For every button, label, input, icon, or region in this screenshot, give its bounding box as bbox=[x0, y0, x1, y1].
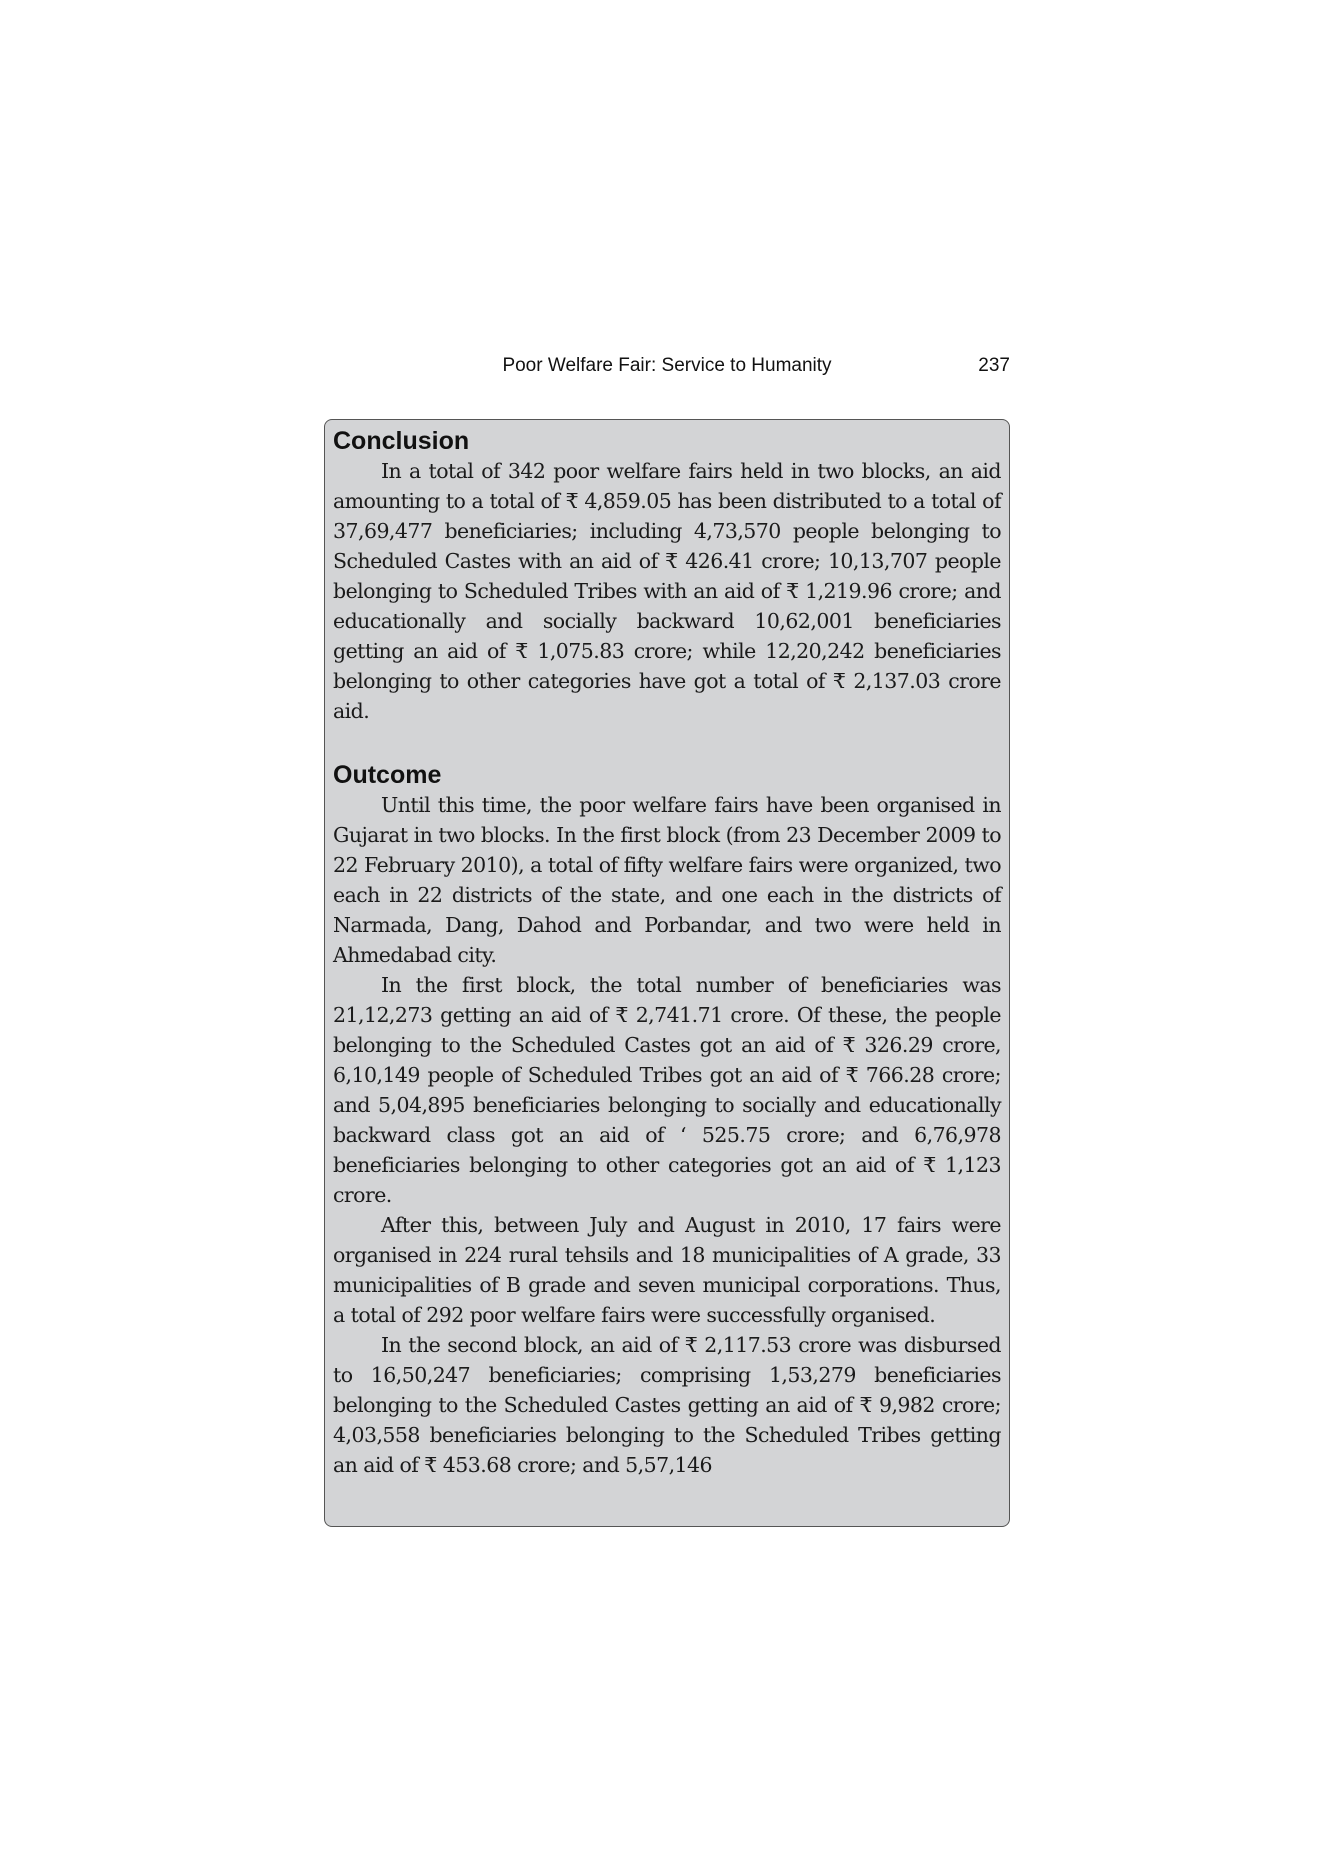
outcome-paragraph-3: After this, between July and August in 2010, 17 fairs were organised in 224 rural tehsils and 18 municipalities of A grade, 33 municipalities of B grade and seven municipal corporations. Thus, a total of 292 poor welfare fairs were successfully organised. bbox=[333, 1213, 1001, 1327]
running-title: Poor Welfare Fair: Service to Humanity bbox=[502, 355, 832, 376]
page-number: 237 bbox=[978, 355, 1010, 376]
outcome-heading: Outcome bbox=[333, 761, 442, 789]
running-header bbox=[324, 355, 1010, 381]
outcome-paragraph-4: In the second block, an aid of ₹ 2,117.53 crore was disbursed to 16,50,247 beneficiaries; comprising 1,53,279 beneficiaries belonging to the Scheduled Castes getting an aid of ₹ 9,982 crore; 4,03,558 beneficiaries belonging to the Scheduled Tribes getting an aid of ₹ 453.68 crore; and 5,57,146 bbox=[333, 1333, 1001, 1477]
outcome-paragraph-2: In the first block, the total number of beneficiaries was 21,12,273 getting an aid of ₹ 2,741.71 crore. Of these, the people belonging to the Scheduled Castes got an aid of ₹ 326.29 crore, 6,10,149 people of Scheduled Tribes got an aid of ₹ 766.28 crore; and 5,04,895 beneficiaries belonging to socially and educationally backward class got an aid of ‘ 525.75 crore; and 6,76,978 beneficiaries belonging to other categories got an aid of ₹ 1,123 crore. bbox=[333, 973, 1001, 1207]
conclusion-heading: Conclusion bbox=[333, 427, 470, 455]
conclusion-paragraph: In a total of 342 poor welfare fairs held in two blocks, an aid amounting to a total of ₹ 4,859.05 has been distributed to a total of 37,69,477 beneficiaries; including 4,73,570 people belonging to Scheduled Castes with an aid of ₹ 426.41 crore; 10,13,707 people belonging to Scheduled Tribes with an aid of ₹ 1,219.96 crore; and educationally and socially backward 10,62,001 beneficiaries getting an aid of ₹ 1,075.83 crore; while 12,20,242 beneficiaries belonging to other categories have got a total of ₹ 2,137.03 crore aid. bbox=[333, 459, 1001, 723]
outcome-paragraph-1: Until this time, the poor welfare fairs have been organised in Gujarat in two blocks. In the first block (from 23 December 2009 to 22 February 2010), a total of fifty welfare fairs were organized, two each in 22 districts of the state, and one each in the districts of Narmada, Dang, Dahod and Porbandar, and two were held in Ahmedabad city. bbox=[333, 793, 1001, 967]
summary-box bbox=[324, 419, 1010, 1527]
